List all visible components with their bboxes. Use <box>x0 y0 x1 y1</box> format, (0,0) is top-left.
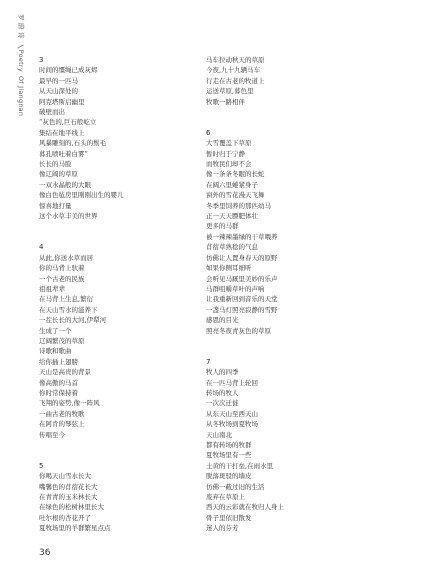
poet-name-chinese: 罗 蔚 诗 <box>17 14 25 39</box>
verse-line: 你喝天山雪水长大 <box>39 472 91 481</box>
verse-line: 暂时归于宁静 <box>206 149 245 158</box>
poem-section <box>39 242 199 440</box>
verse-line: 废弃在草原上 <box>206 493 245 502</box>
verse-line: 行走在古老的牧道上 <box>206 76 265 85</box>
verse-line: 从东天山至西天山 <box>206 409 258 418</box>
verse-line: 暮孔喷吐着白雾” <box>39 149 88 158</box>
verse-line: 诗歌和歌曲 <box>39 347 72 356</box>
verse-line: 牧人的四季 <box>206 368 239 377</box>
page-number: 36 <box>39 548 51 558</box>
section-number: 4 <box>39 243 44 252</box>
verse-line: 正一天天膘肥体壮 <box>206 212 258 221</box>
verse-line: 最早的一匹马 <box>39 76 78 85</box>
verse-line: 如果你侧耳细听 <box>206 264 252 273</box>
verse-line: 在青青的玉米林长大 <box>39 493 98 502</box>
verse-line: 吐尔根的杏花开了 <box>39 513 91 522</box>
verse-line: 像辽阔的草原 <box>39 170 78 179</box>
verse-line: 生成了一个 <box>39 326 72 335</box>
verse-line: 牧歌一路相伴 <box>206 97 245 106</box>
verse-line: 飞翔的姿势,像一阵风 <box>39 399 100 408</box>
right-column <box>206 55 406 534</box>
verse-line: 仿佛一截过旧的生活 <box>206 482 265 491</box>
verse-line: 大雪覆盖下草原 <box>206 139 252 148</box>
verse-line: 马车拉动秋天的草原 <box>206 56 265 64</box>
verse-line: 马群咀嚼草叶的声响 <box>206 284 265 293</box>
verse-line: 破壁而出 <box>39 108 65 117</box>
section-gap <box>206 336 406 357</box>
verse-line: 像白色毡房里刚刚出生的婴儿 <box>39 191 124 200</box>
verse-line: 土黄的干打垒,在雨水里 <box>206 461 274 470</box>
verse-line: 阿克塔斯启幽里 <box>39 97 85 106</box>
section-number: 5 <box>39 461 44 470</box>
verse-line: 嘴馨色的苜蓿花长大 <box>39 482 98 491</box>
verse-line: 在一匹马背上轮回 <box>206 378 258 387</box>
verse-line: 窗外的雪花漫天飞舞 <box>206 191 265 200</box>
verse-line: 一茬长长的大河,伊犁河 <box>39 316 107 325</box>
verse-line: 从天山深处的 <box>39 87 78 96</box>
verse-line: 转场的牧人 <box>206 388 239 397</box>
section-number: 6 <box>206 128 211 137</box>
verse-line: 在阔六里蜷紧身子 <box>206 180 258 189</box>
margin-header <box>4 6 30 176</box>
verse-line: 一个古老的民族 <box>39 274 85 283</box>
verse-line: 时间的缰绳已成灰烬 <box>39 66 98 75</box>
poem-section <box>206 128 406 336</box>
verse-line: 感恩的目光 <box>206 316 239 325</box>
verse-line: 从此,你送水草而居 <box>39 253 94 262</box>
verse-line: 你的马背上驮着 <box>39 264 85 273</box>
verse-line: 夏牧场里有一些 <box>206 451 252 460</box>
section-gap <box>206 107 406 128</box>
verse-line: 在马背上生息,繁衍 <box>39 295 94 304</box>
verse-line: 骨子里依旧散发 <box>206 513 252 522</box>
verse-line: 传唱至今 <box>39 430 65 439</box>
verse-line: 脱落斑驳的墙皮 <box>206 472 252 481</box>
section-number: 7 <box>206 357 211 366</box>
verse-line: 长长的马脸 <box>39 160 72 169</box>
poem-section <box>39 55 199 222</box>
verse-line: 辽阔繁茂的草原 <box>39 336 85 345</box>
verse-line: 运送草原,暮色里 <box>206 87 254 96</box>
verse-line: 天山南北 <box>206 430 232 439</box>
verse-line: 迷人的芬芳 <box>206 524 239 533</box>
verse-line: 仿佛让人置身春天的原野 <box>206 253 278 262</box>
verse-line: “灰色的,巨石般屹立 <box>39 118 97 127</box>
verse-line: 一双水晶般的大眼 <box>39 180 91 189</box>
verse-line: 一曲古老的牧歌 <box>39 409 85 418</box>
verse-line: 西天的云彩就在牧归人身上 <box>206 503 284 512</box>
margin-header-text <box>17 14 26 120</box>
verse-line: 都有转场的牧群 <box>206 441 252 449</box>
left-column <box>39 55 199 534</box>
verse-line: 你时常保持着 <box>39 388 78 397</box>
verse-line: 冬季里饲养的那匹幼马 <box>206 201 271 210</box>
verse-line: 在阿肯的琴弦上 <box>39 420 85 429</box>
verse-line: 集结在地平线上 <box>39 128 85 137</box>
verse-line: 祖祖辈辈 <box>39 284 65 293</box>
poem-section <box>39 461 199 534</box>
poetry-label: Poetry <box>17 49 25 72</box>
verse-line: 被一辣辣墨绿的干草喂养 <box>206 232 278 241</box>
section-gap <box>39 440 199 461</box>
verse-line: 更多的马群 <box>206 222 239 231</box>
poet-name-english: Of Jiangnan <box>17 75 25 117</box>
verse-line: 惊喜地打量 <box>39 201 72 210</box>
verse-line: 让我重新回到音乐的天堂 <box>206 295 278 304</box>
verse-line: 今夜,九十九辆马车 <box>206 66 261 75</box>
verse-line: 而牧民们却不会 <box>206 160 252 169</box>
poem-section <box>206 55 406 107</box>
verse-line: 会听见马厩里美妙的乐声 <box>206 274 278 283</box>
verse-line: 一盏马灯照亮寂静的雪野 <box>206 305 278 314</box>
verse-line: 一次次迁徙 <box>206 399 239 408</box>
verse-line: 苜蓿草熟稔的气息 <box>206 243 258 252</box>
verse-line: 在天山雪水的滋养下 <box>39 305 98 314</box>
section-gap <box>39 222 199 243</box>
verse-line: 夏牧场里的羊群繁星点点 <box>39 524 111 533</box>
margin-divider <box>18 44 25 48</box>
verse-line: 照亮冬夜青灰色的草原 <box>206 326 271 335</box>
verse-line: 从冬牧场到夏牧场 <box>206 420 258 429</box>
verse-line: 给你插上翅膀 <box>39 357 78 366</box>
verse-line: 像一条条冬眠的长蛇 <box>206 170 265 179</box>
verse-line: 天山是高贵的背景 <box>39 368 91 377</box>
section-number: 3 <box>39 56 44 64</box>
verse-line: 像高傲的马首 <box>39 378 78 387</box>
verse-line: 这个水草丰美的世界 <box>39 212 98 221</box>
verse-line: 在绿色的松树林里长大 <box>39 503 104 512</box>
verse-line: 风暴雕刻的,石头的鬃毛 <box>39 139 107 148</box>
poem-section <box>206 357 406 534</box>
